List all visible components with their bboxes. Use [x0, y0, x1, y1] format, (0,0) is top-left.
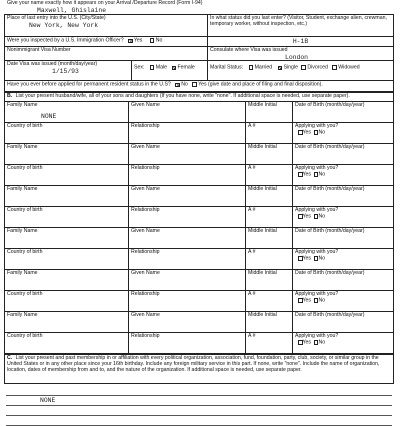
- relationship-label: Relationship: [131, 291, 160, 298]
- organization-line[interactable]: [6, 396, 392, 406]
- section-c-instructions: List your present and past membership in or affiliation with every political organization, association, fund, foundation, party, club, society, or similar group in the United States or in any other place since your 16th birthday. Include any foreign military service in this part. If none, write "none". Include the name of organization, location, dates of membership from and to, and the nature of the organization. If additional space is needed, use separate paper.: [7, 355, 380, 374]
- a-number-label: A #: [248, 123, 256, 130]
- given-name-cell[interactable]: [129, 102, 246, 123]
- relationship-cell[interactable]: [129, 123, 246, 144]
- family-member-entry: [4, 270, 394, 312]
- middle-initial-cell[interactable]: [246, 270, 293, 291]
- family-name-cell[interactable]: [4, 102, 129, 123]
- section-b-letter: B.: [7, 93, 13, 100]
- given-name-cell[interactable]: [129, 186, 246, 207]
- applying-no-label: No: [318, 129, 326, 136]
- country-of-birth-cell[interactable]: [4, 207, 129, 228]
- table-row: [4, 333, 394, 354]
- married-checkbox[interactable]: [249, 65, 254, 70]
- section-b-header: [4, 92, 394, 102]
- applying-with-you-label: Applying with you?: [295, 249, 339, 256]
- marital-status-label: Marital Status:: [210, 64, 244, 71]
- applying-no-label: No: [318, 255, 326, 262]
- place-of-entry-value: New York, New York: [29, 22, 99, 30]
- applying-no-label: No: [318, 171, 326, 178]
- table-row: [4, 186, 394, 207]
- middle-initial-cell[interactable]: [246, 228, 293, 249]
- country-of-birth-label: Country of birth: [7, 291, 43, 298]
- table-row: [4, 102, 394, 123]
- family-name-label: Family Name: [7, 312, 38, 319]
- inspected-yes-label: Yes: [133, 37, 143, 44]
- family-member-entry: [4, 186, 394, 228]
- entry-status-value-cell: [208, 37, 394, 47]
- inspected-cell: [4, 37, 208, 47]
- country-of-birth-cell[interactable]: [4, 291, 129, 312]
- single-label: Single: [283, 64, 298, 71]
- country-of-birth-label: Country of birth: [7, 249, 43, 256]
- applying-with-you-cell: [293, 123, 394, 144]
- sex-female-label: Female: [177, 64, 195, 71]
- country-of-birth-cell[interactable]: [4, 333, 129, 354]
- applying-with-you-cell: [293, 249, 394, 270]
- date-of-birth-label: Date of Birth (month/day/year): [295, 144, 365, 151]
- permanent-residence-no-label: No: [181, 81, 188, 88]
- family-name-value: NONE: [41, 113, 57, 121]
- permanent-residence-row: [4, 81, 394, 92]
- applying-yes-label: Yes: [302, 339, 311, 346]
- divorced-checkbox[interactable]: [301, 65, 306, 70]
- table-row: [4, 249, 394, 270]
- a-number-label: A #: [248, 165, 256, 172]
- section-c-header: [4, 354, 394, 384]
- consulate-label: Consulate where Visa was issued: [210, 47, 288, 54]
- relationship-cell[interactable]: [129, 249, 246, 270]
- given-name-label: Given Name: [131, 228, 160, 235]
- table-row: [4, 165, 394, 186]
- name-instruction: Give your name exactly how it appears on your Arrival /Departure Record (Form I-94): [7, 0, 203, 6]
- date-of-birth-cell[interactable]: [293, 102, 394, 123]
- inspected-no-checkbox[interactable]: [150, 38, 155, 43]
- entry-status-value: H-1B: [292, 38, 309, 46]
- relationship-label: Relationship: [131, 123, 160, 130]
- section-c-letter: C.: [7, 355, 13, 362]
- a-number-label: A #: [248, 207, 256, 214]
- a-number-cell[interactable]: [246, 291, 293, 312]
- applying-with-you-cell: [293, 165, 394, 186]
- applying-with-you-label: Applying with you?: [295, 165, 339, 172]
- consulate-cell: [208, 47, 394, 61]
- family-member-entry: [4, 102, 394, 144]
- place-of-entry-label: Place of last entry into the U.S. (City/State): [7, 15, 106, 22]
- table-row: [4, 144, 394, 165]
- middle-initial-cell[interactable]: [246, 102, 293, 123]
- country-of-birth-cell[interactable]: [4, 123, 129, 144]
- applying-yes-label: Yes: [302, 171, 311, 178]
- family-name-cell[interactable]: [4, 228, 129, 249]
- consulate-value: London: [285, 54, 309, 62]
- relationship-cell[interactable]: [129, 333, 246, 354]
- visa-number-cell: [4, 47, 208, 61]
- a-number-label: A #: [248, 291, 256, 298]
- applying-with-you-label: Applying with you?: [295, 123, 339, 130]
- family-name-cell[interactable]: [4, 186, 129, 207]
- marital-status-cell: [208, 61, 394, 81]
- visa-issued-cell: [4, 61, 132, 81]
- applying-yes-label: Yes: [302, 255, 311, 262]
- a-number-cell[interactable]: [246, 207, 293, 228]
- middle-initial-label: Middle Initial: [248, 228, 277, 235]
- a-number-label: A #: [248, 249, 256, 256]
- date-of-birth-cell[interactable]: [293, 144, 394, 165]
- table-row: [4, 228, 394, 249]
- place-of-entry-cell: [4, 15, 208, 37]
- organization-value: NONE: [40, 397, 56, 405]
- country-of-birth-label: Country of birth: [7, 333, 43, 340]
- single-checkbox[interactable]: [278, 66, 283, 71]
- family-name-cell[interactable]: [4, 312, 129, 333]
- middle-initial-cell[interactable]: [246, 312, 293, 333]
- applying-yes-label: Yes: [302, 213, 311, 220]
- applying-with-you-cell: [293, 291, 394, 312]
- widowed-checkbox[interactable]: [332, 65, 337, 70]
- a-number-cell[interactable]: [246, 333, 293, 354]
- applying-yes-label: Yes: [302, 129, 311, 136]
- inspected-label: Were you inspected by a U.S. Immigration Officer?: [7, 37, 124, 44]
- visa-issued-label: Date Visa was issued (month/day/year): [7, 61, 98, 68]
- middle-initial-label: Middle Initial: [248, 186, 277, 193]
- given-name-cell[interactable]: [129, 144, 246, 165]
- divorced-label: Divorced: [307, 64, 328, 71]
- organization-line[interactable]: [6, 416, 392, 426]
- middle-initial-label: Middle Initial: [248, 312, 277, 319]
- section-b-instructions: List your present husband/wife, all of your sons and daughters (If you have none, write "none". If additional space is needed, use separate paper).: [15, 93, 350, 100]
- given-name-label: Given Name: [131, 312, 160, 319]
- sex-male-checkbox[interactable]: [150, 65, 155, 70]
- table-row: [4, 207, 394, 228]
- a-number-cell[interactable]: [246, 249, 293, 270]
- inspected-no-label: No: [155, 37, 163, 44]
- entry-status-cell: [208, 15, 394, 37]
- table-row: [4, 123, 394, 144]
- family-members-table: [4, 102, 394, 354]
- date-of-birth-label: Date of Birth (month/day/year): [295, 228, 365, 235]
- a-number-label: A #: [248, 333, 256, 340]
- country-of-birth-cell[interactable]: [4, 249, 129, 270]
- family-name-label: Family Name: [7, 144, 38, 151]
- date-of-birth-label: Date of Birth (month/day/year): [295, 186, 365, 193]
- family-name-cell[interactable]: [4, 144, 129, 165]
- middle-initial-cell[interactable]: [246, 186, 293, 207]
- married-label: Married: [254, 64, 273, 71]
- table-row: [4, 312, 394, 333]
- relationship-cell[interactable]: [129, 207, 246, 228]
- permanent-residence-yes-label: Yes (give date and place of filing and final disposition).: [198, 81, 323, 88]
- applying-no-label: No: [318, 213, 326, 220]
- date-of-birth-cell[interactable]: [293, 228, 394, 249]
- given-name-cell[interactable]: [129, 270, 246, 291]
- a-number-cell[interactable]: [246, 123, 293, 144]
- name-row: [4, 1, 394, 14]
- date-of-birth-cell[interactable]: [293, 312, 394, 333]
- middle-initial-label: Middle Initial: [248, 144, 277, 151]
- family-name-cell[interactable]: [4, 270, 129, 291]
- sex-male-label: Male: [155, 64, 168, 71]
- family-name-label: Family Name: [7, 102, 38, 109]
- date-of-birth-label: Date of Birth (month/day/year): [295, 102, 365, 109]
- applying-with-you-cell: [293, 207, 394, 228]
- country-of-birth-label: Country of birth: [7, 123, 43, 130]
- section-c-lines: [4, 384, 394, 426]
- applying-yes-label: Yes: [302, 297, 311, 304]
- family-name-label: Family Name: [7, 270, 38, 277]
- given-name-cell[interactable]: [129, 228, 246, 249]
- visa-issued-value: 1/15/93: [52, 68, 79, 76]
- country-of-birth-label: Country of birth: [7, 207, 43, 214]
- table-row: [4, 270, 394, 291]
- family-member-entry: [4, 312, 394, 354]
- date-of-birth-label: Date of Birth (month/day/year): [295, 270, 365, 277]
- visa-number-label: Nonimmigrant Visa Number: [7, 47, 71, 54]
- widowed-label: Widowed: [338, 64, 360, 71]
- middle-initial-cell[interactable]: [246, 144, 293, 165]
- applying-no-label: No: [318, 339, 326, 346]
- family-member-entry: [4, 228, 394, 270]
- sex-label: Sex:: [134, 64, 145, 71]
- entry-status-label: In what status did you last enter? (Visitor, Student, exchange alien, crewman, temporary worker, without inspection, etc.): [210, 15, 387, 28]
- family-name-label: Family Name: [7, 186, 38, 193]
- relationship-label: Relationship: [131, 165, 160, 172]
- inspected-yes-checkbox[interactable]: [128, 39, 133, 44]
- middle-initial-label: Middle Initial: [248, 102, 277, 109]
- given-name-label: Given Name: [131, 270, 160, 277]
- sex-cell: [132, 61, 208, 81]
- given-name-cell[interactable]: [129, 312, 246, 333]
- organization-line[interactable]: [6, 406, 392, 416]
- date-of-birth-cell[interactable]: [293, 186, 394, 207]
- applying-with-you-label: Applying with you?: [295, 291, 339, 298]
- relationship-label: Relationship: [131, 207, 160, 214]
- country-of-birth-label: Country of birth: [7, 165, 43, 172]
- relationship-label: Relationship: [131, 249, 160, 256]
- applying-with-you-cell: [293, 333, 394, 354]
- a-number-cell[interactable]: [246, 165, 293, 186]
- given-name-label: Given Name: [131, 186, 160, 193]
- permanent-residence-yes-checkbox[interactable]: [192, 82, 197, 87]
- given-name-label: Given Name: [131, 102, 160, 109]
- applying-with-you-label: Applying with you?: [295, 333, 339, 340]
- relationship-cell[interactable]: [129, 165, 246, 186]
- relationship-cell[interactable]: [129, 291, 246, 312]
- permanent-residence-no-checkbox[interactable]: [175, 83, 180, 88]
- permanent-residence-label: Have you ever before applied for permanent resident status in the U.S?: [7, 81, 171, 88]
- date-of-birth-label: Date of Birth (month/day/year): [295, 312, 365, 319]
- given-name-label: Given Name: [131, 144, 160, 151]
- country-of-birth-cell[interactable]: [4, 165, 129, 186]
- date-of-birth-cell[interactable]: [293, 270, 394, 291]
- applicant-name: Maxwell, Ghislaine: [37, 6, 107, 14]
- sex-female-checkbox[interactable]: [172, 66, 177, 71]
- table-row: [4, 291, 394, 312]
- organization-line[interactable]: [6, 386, 392, 396]
- middle-initial-label: Middle Initial: [248, 270, 277, 277]
- family-member-entry: [4, 144, 394, 186]
- applying-no-label: No: [318, 297, 326, 304]
- relationship-label: Relationship: [131, 333, 160, 340]
- applying-with-you-label: Applying with you?: [295, 207, 339, 214]
- family-name-label: Family Name: [7, 228, 38, 235]
